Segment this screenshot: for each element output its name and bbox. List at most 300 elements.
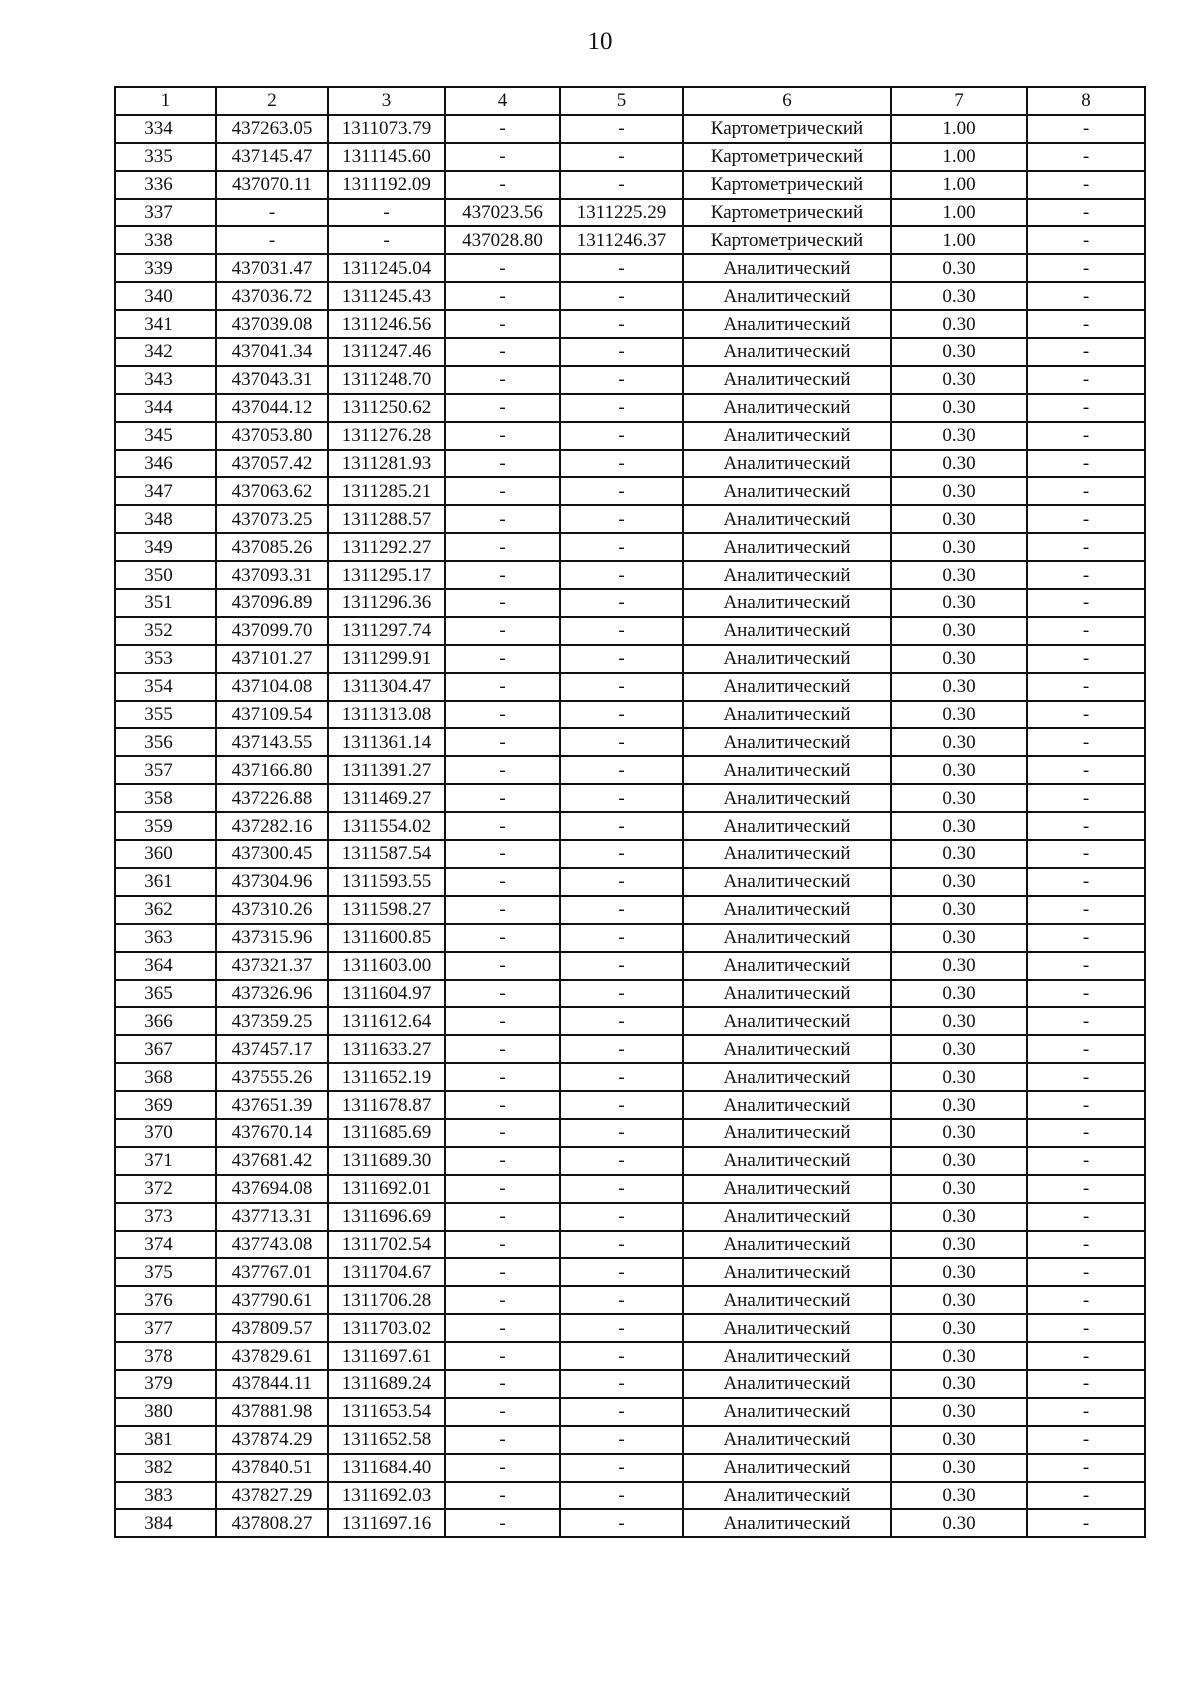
new-x-coordinate-cell: - [445,728,560,756]
accuracy-cell: 0.30 [891,1509,1027,1537]
new-y-coordinate-cell: - [560,1509,683,1537]
accuracy-cell: 0.30 [891,1286,1027,1314]
method-cell: Аналитический [683,645,891,673]
x-coordinate-cell: 437840.51 [216,1454,328,1482]
accuracy-cell: 0.30 [891,1007,1027,1035]
note-cell: - [1027,1258,1145,1286]
new-y-coordinate-cell: 1311225.29 [560,199,683,227]
x-coordinate-cell: 437226.88 [216,784,328,812]
new-y-coordinate-cell: - [560,254,683,282]
note-cell: - [1027,1454,1145,1482]
note-cell: - [1027,1398,1145,1426]
accuracy-cell: 0.30 [891,589,1027,617]
accuracy-cell: 0.30 [891,477,1027,505]
x-coordinate-cell: 437145.47 [216,143,328,171]
method-cell: Аналитический [683,1454,891,1482]
accuracy-cell: 0.30 [891,784,1027,812]
new-y-coordinate-cell: - [560,143,683,171]
method-cell: Аналитический [683,617,891,645]
x-coordinate-cell: 437043.31 [216,366,328,394]
new-y-coordinate-cell: - [560,840,683,868]
new-x-coordinate-cell: - [445,1147,560,1175]
table-row [115,589,1145,617]
y-coordinate-cell: 1311554.02 [328,812,445,840]
x-coordinate-cell: 437263.05 [216,115,328,143]
note-cell: - [1027,1175,1145,1203]
table-row [115,171,1145,199]
y-coordinate-cell: 1311247.46 [328,338,445,366]
new-y-coordinate-cell: - [560,1007,683,1035]
note-cell: - [1027,226,1145,254]
new-y-coordinate-cell: - [560,477,683,505]
new-y-coordinate-cell: - [560,1482,683,1510]
method-cell: Картометрический [683,226,891,254]
new-y-coordinate-cell: - [560,1091,683,1119]
accuracy-cell: 0.30 [891,924,1027,952]
note-cell: - [1027,533,1145,561]
new-y-coordinate-cell: 1311246.37 [560,226,683,254]
new-y-coordinate-cell: - [560,1454,683,1482]
new-x-coordinate-cell: - [445,924,560,952]
table-row [115,1007,1145,1035]
method-cell: Аналитический [683,1426,891,1454]
method-cell: Аналитический [683,673,891,701]
new-y-coordinate-cell: - [560,1314,683,1342]
table-row [115,1482,1145,1510]
accuracy-cell: 0.30 [891,1063,1027,1091]
accuracy-cell: 0.30 [891,868,1027,896]
x-coordinate-cell: 437827.29 [216,1482,328,1510]
new-y-coordinate-cell: - [560,1286,683,1314]
new-x-coordinate-cell: - [445,450,560,478]
note-cell: - [1027,338,1145,366]
note-cell: - [1027,896,1145,924]
x-coordinate-cell: 437808.27 [216,1509,328,1537]
note-cell: - [1027,812,1145,840]
note-cell: - [1027,1203,1145,1231]
new-x-coordinate-cell: - [445,505,560,533]
accuracy-cell: 0.30 [891,533,1027,561]
point-number-cell: 343 [115,366,216,394]
table-row [115,505,1145,533]
new-y-coordinate-cell: - [560,282,683,310]
x-coordinate-cell: 437651.39 [216,1091,328,1119]
y-coordinate-cell: 1311073.79 [328,115,445,143]
table-row [115,756,1145,784]
new-x-coordinate-cell: - [445,952,560,980]
accuracy-cell: 0.30 [891,840,1027,868]
x-coordinate-cell: 437874.29 [216,1426,328,1454]
method-cell: Картометрический [683,115,891,143]
point-number-cell: 369 [115,1091,216,1119]
note-cell: - [1027,310,1145,338]
note-cell: - [1027,701,1145,729]
accuracy-cell: 0.30 [891,756,1027,784]
new-y-coordinate-cell: - [560,1035,683,1063]
point-number-cell: 372 [115,1175,216,1203]
y-coordinate-cell: 1311299.91 [328,645,445,673]
new-x-coordinate-cell: - [445,1007,560,1035]
new-x-coordinate-cell: - [445,1482,560,1510]
table-row [115,1342,1145,1370]
method-cell: Аналитический [683,1482,891,1510]
new-x-coordinate-cell: - [445,171,560,199]
point-number-cell: 358 [115,784,216,812]
note-cell: - [1027,477,1145,505]
method-cell: Аналитический [683,1231,891,1259]
note-cell: - [1027,617,1145,645]
x-coordinate-cell: 437104.08 [216,673,328,701]
accuracy-cell: 0.30 [891,645,1027,673]
new-x-coordinate-cell: 437028.80 [445,226,560,254]
y-coordinate-cell: 1311192.09 [328,171,445,199]
note-cell: - [1027,254,1145,282]
table-row [115,1203,1145,1231]
method-cell: Аналитический [683,1091,891,1119]
table-row [115,617,1145,645]
y-coordinate-cell: 1311604.97 [328,980,445,1008]
method-cell: Аналитический [683,338,891,366]
new-x-coordinate-cell: - [445,143,560,171]
new-x-coordinate-cell: - [445,1231,560,1259]
table-row [115,561,1145,589]
accuracy-cell: 0.30 [891,896,1027,924]
table-row [115,728,1145,756]
x-coordinate-cell: 437809.57 [216,1314,328,1342]
note-cell: - [1027,1314,1145,1342]
accuracy-cell: 0.30 [891,1147,1027,1175]
y-coordinate-cell: 1311288.57 [328,505,445,533]
accuracy-cell: 0.30 [891,1231,1027,1259]
x-coordinate-cell: 437790.61 [216,1286,328,1314]
x-coordinate-cell: 437844.11 [216,1370,328,1398]
new-x-coordinate-cell: - [445,1342,560,1370]
point-number-cell: 384 [115,1509,216,1537]
new-y-coordinate-cell: - [560,868,683,896]
table-row [115,282,1145,310]
x-coordinate-cell: - [216,199,328,227]
point-number-cell: 362 [115,896,216,924]
y-coordinate-cell: 1311689.30 [328,1147,445,1175]
method-cell: Картометрический [683,199,891,227]
y-coordinate-cell: 1311598.27 [328,896,445,924]
table-row [115,812,1145,840]
point-number-cell: 345 [115,422,216,450]
note-cell: - [1027,1286,1145,1314]
table-header-row [115,87,1145,115]
accuracy-cell: 1.00 [891,171,1027,199]
table-row [115,310,1145,338]
new-y-coordinate-cell: - [560,338,683,366]
y-coordinate-cell: 1311678.87 [328,1091,445,1119]
point-number-cell: 353 [115,645,216,673]
x-coordinate-cell: 437041.34 [216,338,328,366]
note-cell: - [1027,868,1145,896]
point-number-cell: 349 [115,533,216,561]
accuracy-cell: 0.30 [891,1342,1027,1370]
point-number-cell: 378 [115,1342,216,1370]
point-number-cell: 346 [115,450,216,478]
point-number-cell: 339 [115,254,216,282]
point-number-cell: 377 [115,1314,216,1342]
point-number-cell: 371 [115,1147,216,1175]
y-coordinate-cell: 1311652.19 [328,1063,445,1091]
new-y-coordinate-cell: - [560,812,683,840]
page-number: 10 [587,28,613,55]
point-number-cell: 364 [115,952,216,980]
new-x-coordinate-cell: - [445,1063,560,1091]
note-cell: - [1027,171,1145,199]
accuracy-cell: 0.30 [891,1258,1027,1286]
method-cell: Аналитический [683,1175,891,1203]
method-cell: Аналитический [683,1314,891,1342]
new-x-coordinate-cell: - [445,645,560,673]
method-cell: Аналитический [683,394,891,422]
accuracy-cell: 0.30 [891,1454,1027,1482]
point-number-cell: 337 [115,199,216,227]
point-number-cell: 336 [115,171,216,199]
x-coordinate-cell: 437767.01 [216,1258,328,1286]
new-y-coordinate-cell: - [560,1398,683,1426]
y-coordinate-cell: 1311684.40 [328,1454,445,1482]
accuracy-cell: 0.30 [891,1482,1027,1510]
coordinates-table [114,86,1146,1538]
table-row [115,199,1145,227]
note-cell: - [1027,561,1145,589]
note-cell: - [1027,924,1145,952]
y-coordinate-cell: 1311652.58 [328,1426,445,1454]
accuracy-cell: 0.30 [891,980,1027,1008]
table-row [115,1091,1145,1119]
x-coordinate-cell: 437099.70 [216,617,328,645]
new-y-coordinate-cell: - [560,617,683,645]
y-coordinate-cell: 1311281.93 [328,450,445,478]
note-cell: - [1027,980,1145,1008]
y-coordinate-cell: 1311696.69 [328,1203,445,1231]
table-body [115,115,1145,1537]
new-x-coordinate-cell: 437023.56 [445,199,560,227]
y-coordinate-cell: 1311692.03 [328,1482,445,1510]
x-coordinate-cell: 437304.96 [216,868,328,896]
column-header: 3 [328,87,445,115]
table-row [115,366,1145,394]
new-x-coordinate-cell: - [445,1175,560,1203]
note-cell: - [1027,1342,1145,1370]
method-cell: Аналитический [683,1258,891,1286]
new-x-coordinate-cell: - [445,422,560,450]
table-row [115,952,1145,980]
y-coordinate-cell: 1311391.27 [328,756,445,784]
y-coordinate-cell: 1311245.43 [328,282,445,310]
note-cell: - [1027,728,1145,756]
new-y-coordinate-cell: - [560,1231,683,1259]
y-coordinate-cell: 1311245.04 [328,254,445,282]
method-cell: Аналитический [683,1147,891,1175]
y-coordinate-cell: 1311246.56 [328,310,445,338]
method-cell: Аналитический [683,1119,891,1147]
y-coordinate-cell: 1311603.00 [328,952,445,980]
new-y-coordinate-cell: - [560,589,683,617]
accuracy-cell: 0.30 [891,617,1027,645]
table-row [115,338,1145,366]
table-row [115,477,1145,505]
new-x-coordinate-cell: - [445,394,560,422]
table-row [115,924,1145,952]
table-row [115,673,1145,701]
table-row [115,868,1145,896]
new-y-coordinate-cell: - [560,366,683,394]
column-header: 4 [445,87,560,115]
method-cell: Аналитический [683,896,891,924]
new-x-coordinate-cell: - [445,533,560,561]
x-coordinate-cell: 437359.25 [216,1007,328,1035]
x-coordinate-cell: 437109.54 [216,701,328,729]
new-y-coordinate-cell: - [560,1258,683,1286]
new-y-coordinate-cell: - [560,701,683,729]
note-cell: - [1027,1007,1145,1035]
x-coordinate-cell: 437457.17 [216,1035,328,1063]
note-cell: - [1027,1147,1145,1175]
note-cell: - [1027,199,1145,227]
new-x-coordinate-cell: - [445,1509,560,1537]
accuracy-cell: 0.30 [891,701,1027,729]
method-cell: Аналитический [683,561,891,589]
note-cell: - [1027,1231,1145,1259]
method-cell: Аналитический [683,1035,891,1063]
new-y-coordinate-cell: - [560,115,683,143]
method-cell: Аналитический [683,728,891,756]
new-x-coordinate-cell: - [445,1370,560,1398]
accuracy-cell: 0.30 [891,812,1027,840]
method-cell: Аналитический [683,1398,891,1426]
point-number-cell: 359 [115,812,216,840]
method-cell: Аналитический [683,1342,891,1370]
new-y-coordinate-cell: - [560,310,683,338]
method-cell: Аналитический [683,422,891,450]
new-y-coordinate-cell: - [560,1175,683,1203]
new-y-coordinate-cell: - [560,784,683,812]
y-coordinate-cell: 1311145.60 [328,143,445,171]
point-number-cell: 382 [115,1454,216,1482]
y-coordinate-cell: 1311689.24 [328,1370,445,1398]
y-coordinate-cell: 1311612.64 [328,1007,445,1035]
table-row [115,394,1145,422]
new-y-coordinate-cell: - [560,1370,683,1398]
method-cell: Аналитический [683,366,891,394]
accuracy-cell: 0.30 [891,1203,1027,1231]
x-coordinate-cell: 437881.98 [216,1398,328,1426]
note-cell: - [1027,673,1145,701]
method-cell: Аналитический [683,282,891,310]
new-x-coordinate-cell: - [445,868,560,896]
new-x-coordinate-cell: - [445,254,560,282]
method-cell: Аналитический [683,477,891,505]
y-coordinate-cell: 1311296.36 [328,589,445,617]
y-coordinate-cell: 1311297.74 [328,617,445,645]
new-y-coordinate-cell: - [560,1426,683,1454]
new-x-coordinate-cell: - [445,366,560,394]
note-cell: - [1027,840,1145,868]
table-row [115,840,1145,868]
accuracy-cell: 0.30 [891,673,1027,701]
y-coordinate-cell: 1311469.27 [328,784,445,812]
method-cell: Аналитический [683,254,891,282]
point-number-cell: 334 [115,115,216,143]
y-coordinate-cell: 1311292.27 [328,533,445,561]
note-cell: - [1027,366,1145,394]
x-coordinate-cell: 437713.31 [216,1203,328,1231]
accuracy-cell: 1.00 [891,226,1027,254]
new-y-coordinate-cell: - [560,561,683,589]
x-coordinate-cell: 437555.26 [216,1063,328,1091]
x-coordinate-cell: 437743.08 [216,1231,328,1259]
note-cell: - [1027,756,1145,784]
table-row [115,533,1145,561]
accuracy-cell: 1.00 [891,115,1027,143]
x-coordinate-cell: 437073.25 [216,505,328,533]
x-coordinate-cell: - [216,226,328,254]
new-y-coordinate-cell: - [560,1203,683,1231]
y-coordinate-cell: 1311295.17 [328,561,445,589]
accuracy-cell: 1.00 [891,143,1027,171]
accuracy-cell: 1.00 [891,199,1027,227]
note-cell: - [1027,115,1145,143]
new-y-coordinate-cell: - [560,505,683,533]
table-row [115,701,1145,729]
point-number-cell: 379 [115,1370,216,1398]
method-cell: Аналитический [683,1007,891,1035]
x-coordinate-cell: 437310.26 [216,896,328,924]
point-number-cell: 368 [115,1063,216,1091]
accuracy-cell: 0.30 [891,1175,1027,1203]
y-coordinate-cell: 1311304.47 [328,673,445,701]
column-header: 1 [115,87,216,115]
accuracy-cell: 0.30 [891,422,1027,450]
accuracy-cell: 0.30 [891,1035,1027,1063]
method-cell: Аналитический [683,1063,891,1091]
table-row [115,143,1145,171]
new-x-coordinate-cell: - [445,338,560,366]
table-row [115,450,1145,478]
point-number-cell: 335 [115,143,216,171]
new-y-coordinate-cell: - [560,422,683,450]
table-row [115,254,1145,282]
x-coordinate-cell: 437093.31 [216,561,328,589]
table-row [115,1063,1145,1091]
new-x-coordinate-cell: - [445,115,560,143]
new-y-coordinate-cell: - [560,1119,683,1147]
note-cell: - [1027,1482,1145,1510]
point-number-cell: 342 [115,338,216,366]
x-coordinate-cell: 437070.11 [216,171,328,199]
note-cell: - [1027,143,1145,171]
method-cell: Аналитический [683,589,891,617]
table-row [115,1370,1145,1398]
table-row [115,226,1145,254]
new-x-coordinate-cell: - [445,1426,560,1454]
accuracy-cell: 0.30 [891,338,1027,366]
note-cell: - [1027,282,1145,310]
point-number-cell: 373 [115,1203,216,1231]
point-number-cell: 354 [115,673,216,701]
column-header: 2 [216,87,328,115]
note-cell: - [1027,1119,1145,1147]
accuracy-cell: 0.30 [891,1119,1027,1147]
x-coordinate-cell: 437085.26 [216,533,328,561]
note-cell: - [1027,1035,1145,1063]
column-header: 7 [891,87,1027,115]
table-row [115,1119,1145,1147]
